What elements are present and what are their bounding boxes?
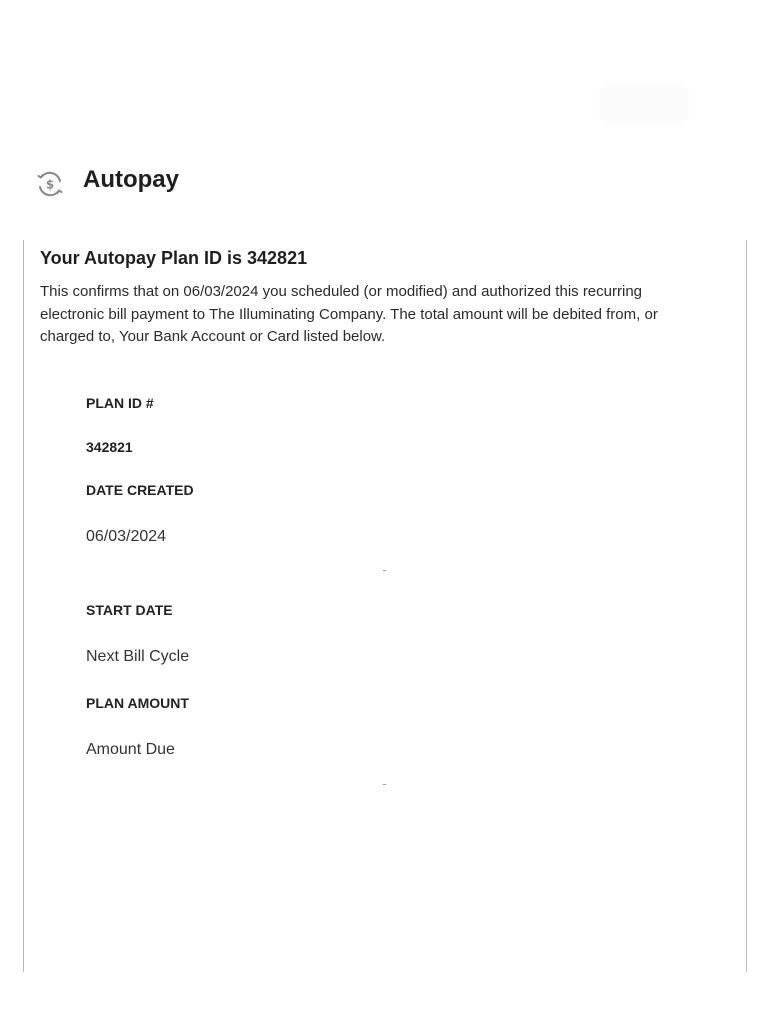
- plan-amount-label: PLAN AMOUNT: [86, 695, 189, 711]
- start-date-value: Next Bill Cycle: [86, 648, 190, 665]
- plan-amount-value: Amount Due: [86, 741, 175, 758]
- confirmation-heading: Your Autopay Plan ID is 342821: [40, 248, 308, 268]
- date-created-label: DATE CREATED: [86, 482, 194, 498]
- page-title: Autopay: [83, 166, 179, 193]
- confirmation-text: This confirms that on 06/03/2024 you scheduled (or modified) and authorized this recurring electronic bill payment to The Illuminating Company. The total amount will be debited from, or charged to, Your Bank Account or Card listed below.: [40, 283, 658, 345]
- section-divider: [383, 784, 386, 785]
- plan-id-value: 342821: [86, 439, 133, 455]
- date-created-value: 06/03/2024: [86, 528, 167, 545]
- page-header: [35, 164, 179, 204]
- section-divider: [383, 570, 386, 571]
- header-widget[interactable]: [600, 86, 688, 122]
- start-date-label: START DATE: [86, 602, 173, 618]
- refresh-dollar-icon: [35, 169, 65, 199]
- svg-text:$: $: [45, 177, 55, 192]
- autopay-confirmation-card: [23, 240, 747, 972]
- plan-id-label: PLAN ID #: [86, 395, 154, 411]
